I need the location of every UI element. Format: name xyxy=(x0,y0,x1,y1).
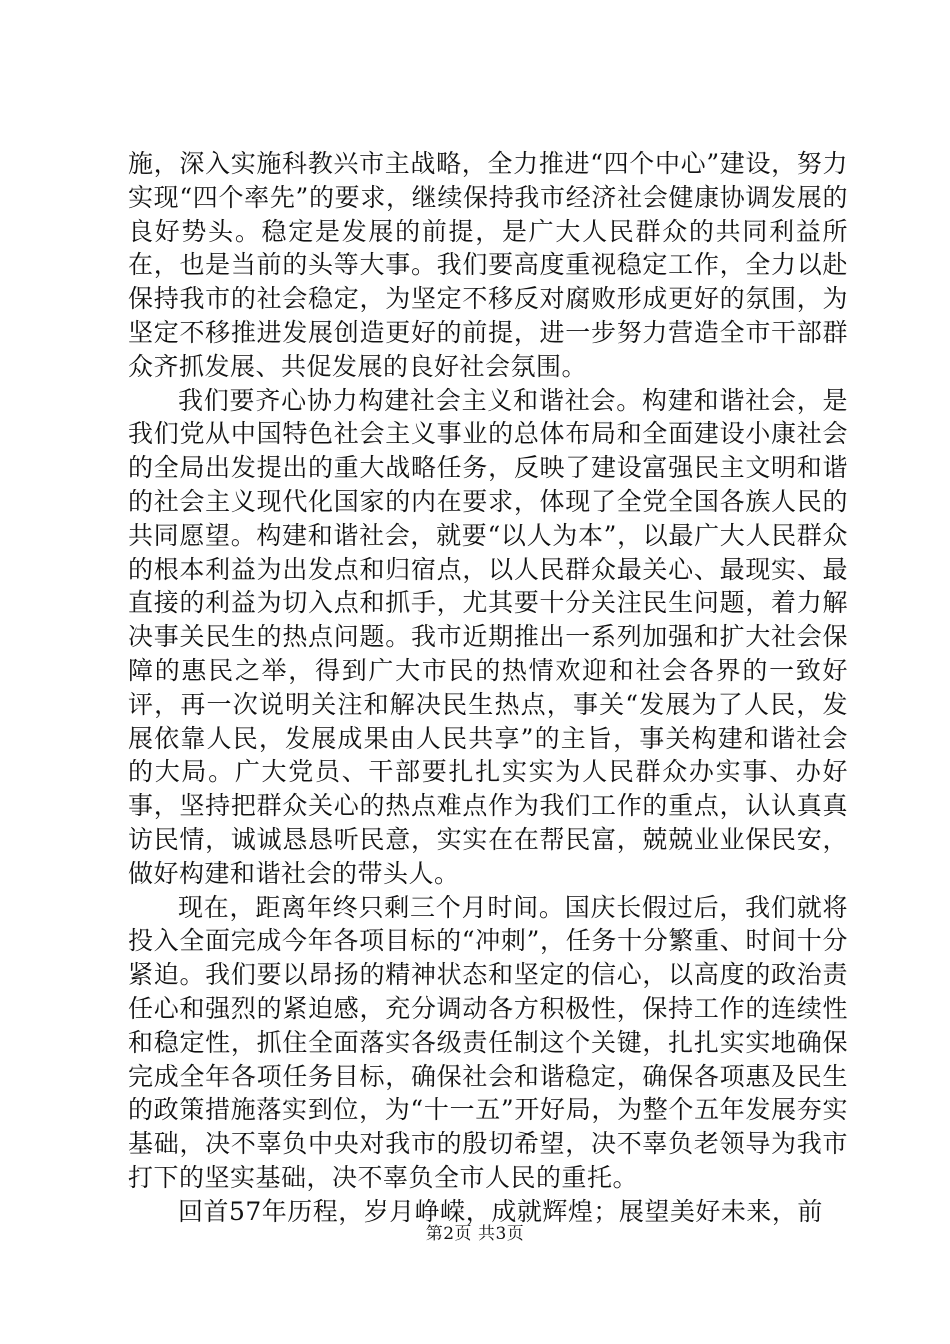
body-text xyxy=(128,147,848,1229)
paragraph-continuation: 施，深入实施科教兴市主战略，全力推进“四个中心”建设，努力实现“四个率先”的要求，继续保持我市经济社会健康协调发展的良好势头。稳定是发展的前提，是广大人民群众的共同利益所在，也是当前的头等大事。我们要高度重视稳定工作，全力以赴保持我市的社会稳定，为坚定不移反对腐败形成更好的氛围，为坚定不移推进发展创造更好的前提，进一步努力营造全市干部群众齐抓发展、共促发展的良好社会氛围。 xyxy=(128,149,848,381)
paragraph-year-end-goals: 现在，距离年终只剩三个月时间。国庆长假过后，我们就将投入全面完成今年各项目标的“冲刺”，任务十分繁重、时间十分紧迫。我们要以昂扬的精神状态和坚定的信心，以高度的政治责任心和强烈的紧迫感，充分调动各方积极性，保持工作的连续性和稳定性，抓住全面落实各级责任制这个关键，扎扎实实地确保完成全年各项任务目标，确保社会和谐稳定，确保各项惠及民生的政策措施落实到位，为“十一五”开好局，为整个五年发展夯实基础，决不辜负中央对我市的殷切希望，决不辜负老领导为我市打下的坚实基础，决不辜负全市人民的重托。 xyxy=(128,892,848,1192)
paragraph-harmonious-society: 我们要齐心协力构建社会主义和谐社会。构建和谐社会，是我们党从中国特色社会主义事业的总体布局和全面建设小康社会的全局出发提出的重大战略任务，反映了建设富强民主文明和谐的社会主义现代化国家的内在要求，体现了全党全国各族人民的共同愿望。构建和谐社会，就要“以人为本”，以最广大人民群众的根本利益为出发点和归宿点，以人民群众最关心、最现实、最直接的利益为切入点和抓手，尤其要十分关注民生问题，着力解决事关民生的热点问题。我市近期推出一系列加强和扩大社会保障的惠民之举，得到广大市民的热情欢迎和社会各界的一致好评，再一次说明关注和解决民生热点，事关“发展为了人民，发展依靠人民，发展成果由人民共享”的主旨，事关构建和谐社会的大局。广大党员、干部要扎扎实实为人民群众办实事、办好事，坚持把群众关心的热点难点作为我们工作的重点，认认真真访民情，诚诚恳恳听民意，实实在在帮民富，兢兢业业保民安，做好构建和谐社会的带头人。 xyxy=(128,385,848,888)
page-number-footer: 第2页 共3页 xyxy=(425,1224,525,1244)
paragraph-looking-back: 回首57年历程，岁月峥嵘，成就辉煌；展望美好未来，前 xyxy=(178,1196,823,1226)
